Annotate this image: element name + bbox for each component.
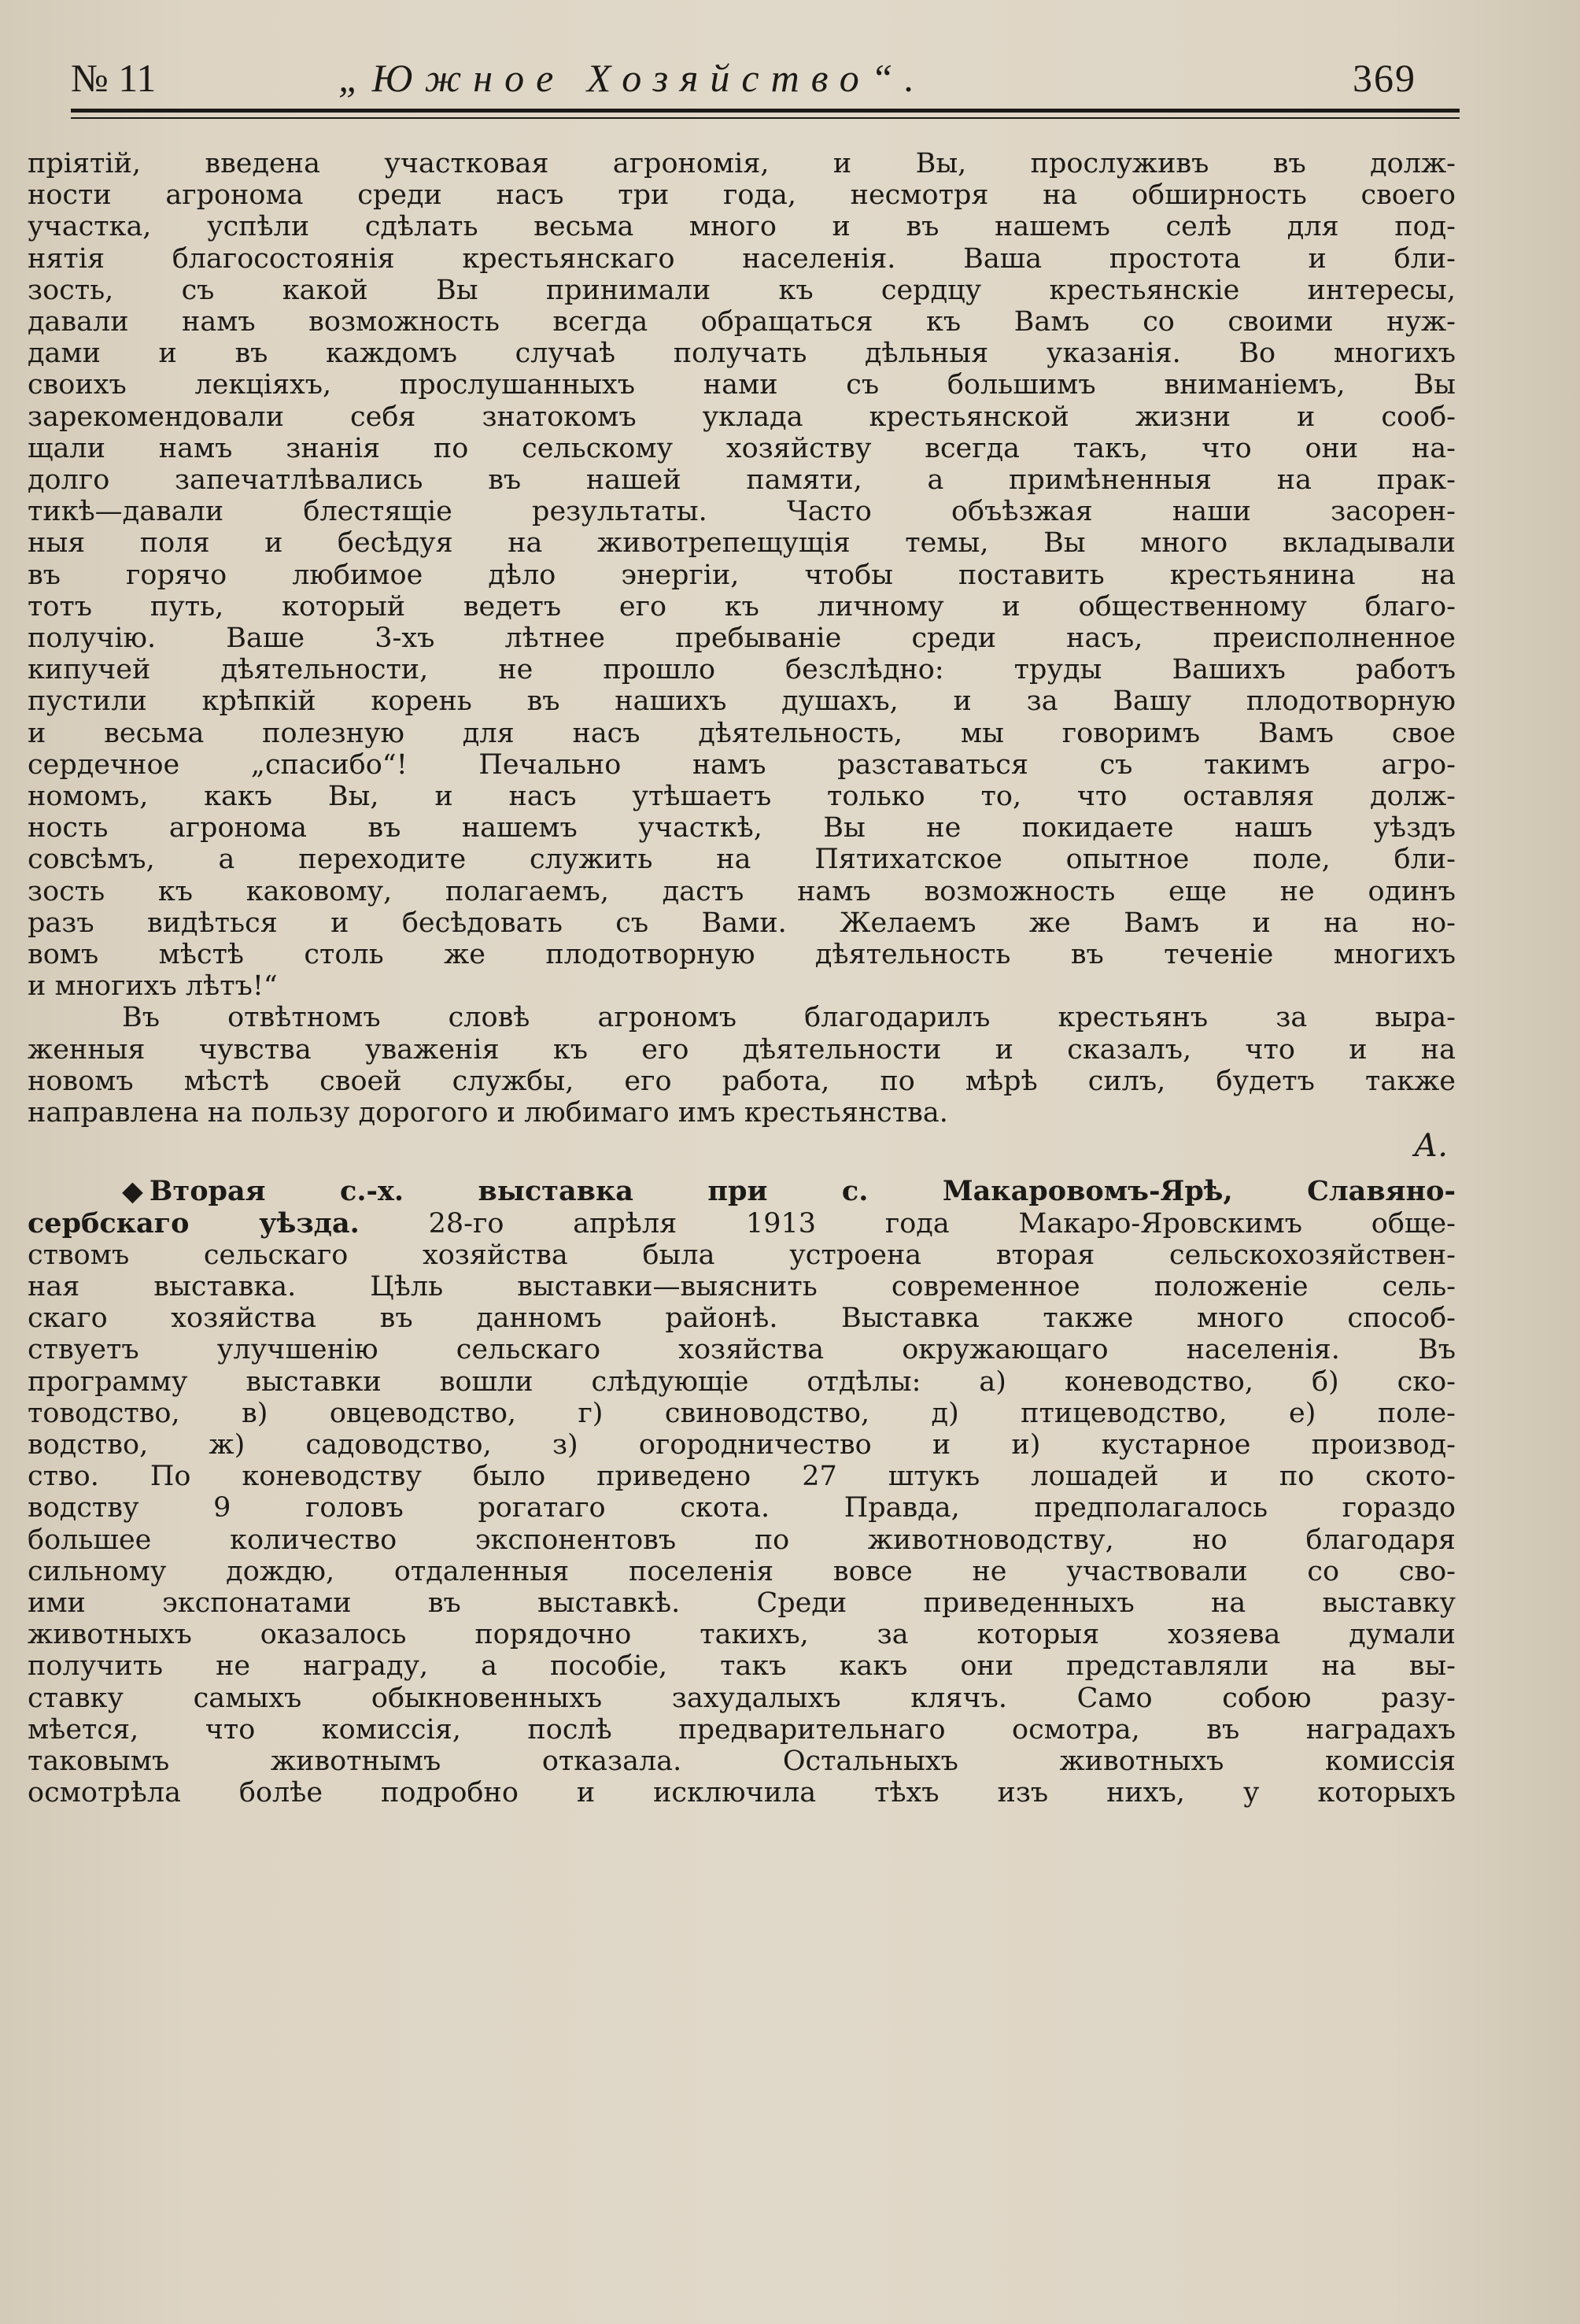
text-line: осмотрѣла болѣе подробно и исключила тѣхъ изъ нихъ, у которыхъ — [28, 1777, 1456, 1809]
text-line: участка, успѣли сдѣлать весьма много и въ нашемъ селѣ для под- — [28, 211, 1456, 243]
text-line: зость къ каковому, полагаемъ, дастъ намъ возможность еще не одинъ — [28, 875, 1456, 907]
text-line: водству 9 головъ рогатаго скота. Правда, предполагалось гораздо — [28, 1492, 1456, 1524]
text-line: программу выставки вошли слѣдующіе отдѣлы: а) коневодство, б) ско- — [28, 1365, 1456, 1398]
text-line: сильному дождю, отдаленныя поселенія вовсе не участвовали со сво- — [28, 1555, 1456, 1587]
text-line: нятія благосостоянія крестьянскаго населенія. Ваша простота и бли- — [28, 242, 1456, 275]
header-rule-thick — [71, 109, 1460, 113]
section-first-sentence: 28-го апрѣля 1913 года Макаро-Яровскимъ обще- — [428, 1207, 1456, 1240]
text-line: ставку самыхъ обыкновенныхъ захудалыхъ клячъ. Само собою разу- — [28, 1682, 1456, 1714]
article-body — [28, 148, 1456, 1809]
text-line: новомъ мѣстѣ своей службы, его работа, по мѣрѣ силъ, будетъ также — [28, 1065, 1456, 1097]
text-line: въ горячо любимое дѣло энергіи, чтобы поставить крестьянина на — [28, 559, 1456, 591]
text-line: сердечное „спасибо“! Печально намъ разставаться съ такимъ агро- — [28, 748, 1456, 781]
text-line: зарекомендовали себя знатокомъ уклада крестьянской жизни и сооб- — [28, 401, 1456, 433]
text-line: товодство, в) овцеводство, г) свиноводство, д) птицеводство, е) поле- — [28, 1397, 1456, 1429]
text-line: щали намъ знанія по сельскому хозяйству всегда такъ, что они на- — [28, 432, 1456, 464]
text-line: ность агронома въ нашемъ участкѣ, Вы не покидаете нашъ уѣздъ — [28, 812, 1456, 844]
text-line: вомъ мѣстѣ столь же плодотворную дѣятельность въ теченіе многихъ — [28, 939, 1456, 971]
text-line: большее количество экспонентовъ по животноводству, но благодаря — [28, 1524, 1456, 1556]
text-line: своихъ лекціяхъ, прослушанныхъ нами съ большимъ вниманіемъ, Вы — [28, 369, 1456, 401]
header-rule-thin — [71, 117, 1460, 119]
text-line: тотъ путь, который ведетъ его къ личному и общественному благо- — [28, 590, 1456, 623]
section-exhibition — [28, 1176, 1456, 1809]
journal-title: „Южное Хозяйство“. — [338, 56, 927, 100]
author-signature: А. — [1413, 1128, 1448, 1165]
text-line: кипучей дѣятельности, не прошло безслѣдно: труды Вашихъ работъ — [28, 654, 1456, 686]
text-line: ныя поля и бесѣдуя на животрепещущія темы, Вы много вкладывали — [28, 527, 1456, 560]
text-line — [28, 1208, 1456, 1240]
text-line: разъ видѣться и бесѣдовать съ Вами. Желаемъ же Вамъ и на но- — [28, 907, 1456, 939]
text-line: ности агронома среди насъ три года, несмотря на обширность своего — [28, 179, 1456, 212]
page-header — [71, 52, 1424, 104]
text-line: направлена на пользу дорогого и любимаго имъ крестьянства. — [28, 1097, 948, 1129]
diamond-bullet-icon: ◆ — [122, 1175, 143, 1208]
section-heading-text: Вторая с.-х. выставка при с. Макаровомъ-Ярѣ, Славяно- — [149, 1175, 1456, 1208]
text-line: ство. По коневодству было приведено 27 штукъ лошадей и по ското- — [28, 1461, 1456, 1493]
text-line: ствуетъ улучшенію сельскаго хозяйства окружающаго населенія. Въ — [28, 1334, 1456, 1366]
text-line: ими экспонатами въ выставкѣ. Среди приведенныхъ на выставку — [28, 1587, 1456, 1619]
text-line: ствомъ сельскаго хозяйства была устроена вторая сельскохозяйствен- — [28, 1239, 1456, 1271]
text-line: водство, ж) садоводство, з) огородничество и и) кустарное производ- — [28, 1428, 1456, 1461]
text-line: получію. Ваше 3-хъ лѣтнее пребываніе среди насъ, преисполненное — [28, 623, 1456, 655]
text-line: получить не награду, а пособіе, такъ какъ они представляли на вы- — [28, 1650, 1456, 1683]
text-line: и многихъ лѣтъ!“ — [28, 970, 278, 1003]
text-line: тикѣ—давали блестящіе результаты. Часто объѣзжая наши засорен- — [28, 496, 1456, 528]
text-line: пустили крѣпкій корень въ нашихъ душахъ, и за Вашу плодотворную — [28, 685, 1456, 718]
text-line: дами и въ каждомъ случаѣ получать дѣльныя указанія. Во многихъ — [28, 338, 1456, 370]
text-line: зость, съ какой Вы принимали къ сердцу крестьянскіе интересы, — [28, 274, 1456, 306]
text-line: давали намъ возможность всегда обращаться къ Вамъ со своими нуж- — [28, 306, 1456, 338]
text-line: женныя чувства уваженія къ его дѣятельности и сказалъ, что и на — [28, 1033, 1456, 1066]
text-line: ная выставка. Цѣль выставки—выяснить современное положеніе сель- — [28, 1270, 1456, 1302]
issue-number: № 11 — [71, 56, 157, 100]
text-line: долго запечатлѣвались въ нашей памяти, а примѣненныя на прак- — [28, 464, 1456, 497]
section-heading — [28, 1176, 1456, 1207]
text-line: совсѣмъ, а переходите служить на Пятихатское опытное поле, бли- — [28, 844, 1456, 876]
text-line: мѣется, что комиссія, послѣ предварительнаго осмотра, въ наградахъ — [28, 1713, 1456, 1746]
text-line: скаго хозяйства въ данномъ районѣ. Выставка также много способ- — [28, 1302, 1456, 1335]
text-line: таковымъ животнымъ отказала. Остальныхъ животныхъ комиссія — [28, 1745, 1456, 1777]
text-line: животныхъ оказалось порядочно такихъ, за которыя хозяева думали — [28, 1619, 1456, 1651]
page-number: 369 — [1353, 56, 1416, 100]
section-heading-continued: сербскаго уѣзда. — [28, 1206, 360, 1240]
paragraph-address — [28, 148, 1456, 1002]
text-line: и весьма полезную для насъ дѣятельность, мы говоримъ Вамъ свое — [28, 717, 1456, 749]
text-line: пріятій, введена участковая агрономія, и Вы, прослуживъ въ долж- — [28, 148, 1456, 179]
paragraph-reply — [28, 1002, 1456, 1129]
text-line: номомъ, какъ Вы, и насъ утѣшаетъ только то, что оставляя долж- — [28, 781, 1456, 813]
text-line: Въ отвѣтномъ словѣ агрономъ благодарилъ крестьянъ за выра- — [122, 1002, 1456, 1034]
